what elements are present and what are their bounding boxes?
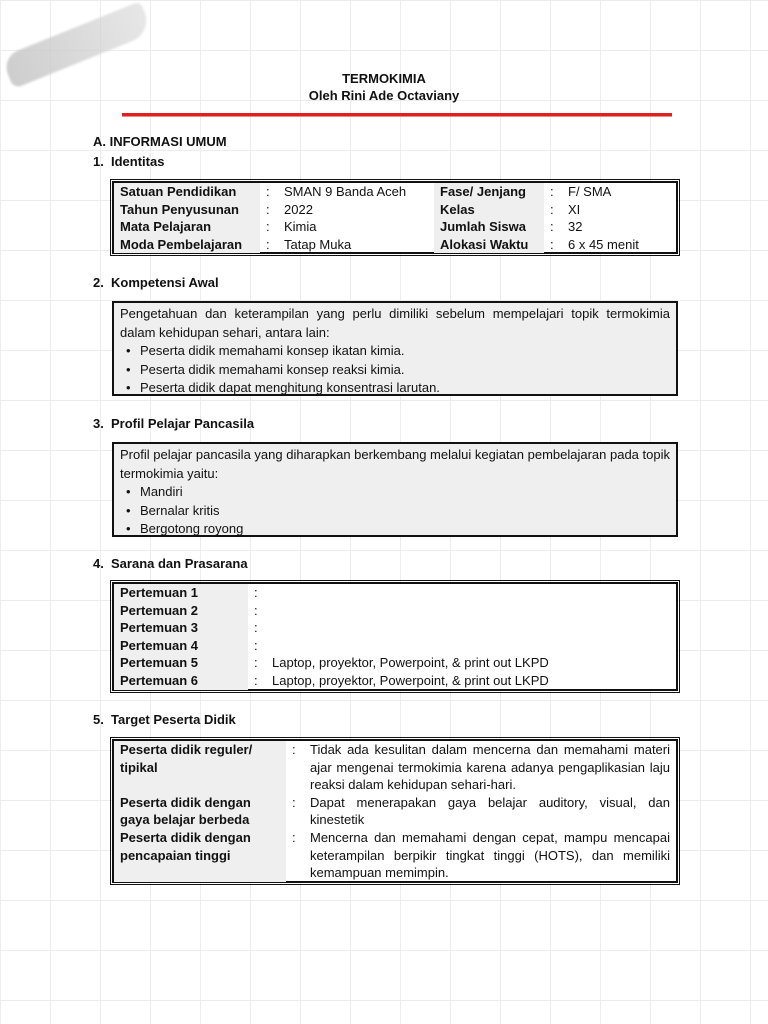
target-table (112, 739, 678, 883)
target-label: Peserta didik dengan pencapaian tinggi (114, 829, 286, 882)
target-value: Tidak ada kesulitan dalam mencerna dan memahami materi ajar mengenai termokimia karena adanya pengaplikasian laju reaksi dalam kehidupan sehari-hari. (310, 742, 670, 793)
profil-box (112, 442, 678, 537)
colon: : (550, 219, 554, 235)
colon: : (254, 585, 258, 600)
profil-intro: Profil pelajar pancasila yang diharapkan berkembang melalui kegiatan pembelajaran pada topik termokimia yaitu: (120, 447, 670, 481)
document-title: TERMOKIMIA (342, 71, 426, 86)
sarana-label: Pertemuan 1 (114, 584, 248, 602)
identitas-label: Kelas (434, 201, 544, 219)
bullet-item: • Bergotong royong (140, 520, 670, 539)
colon: : (292, 829, 296, 845)
colon: : (254, 672, 258, 688)
colon: : (550, 184, 554, 199)
sarana-label: Pertemuan 3 (114, 619, 248, 637)
target-row (114, 741, 676, 794)
identitas-label: Moda Pembelajaran (114, 236, 260, 254)
sarana-value (266, 619, 676, 637)
identitas-label: Satuan Pendidikan (114, 183, 260, 201)
sarana-value: Laptop, proyektor, Powerpoint, & print out LKPD (272, 672, 549, 688)
colon: : (550, 201, 554, 217)
colon: : (292, 742, 296, 757)
target-value: Mencerna dan memahami dengan cepat, mampu mencapai keterampilan berpikir tingkat tinggi (HOTS), dan memiliki kemampuan memimpin. (310, 829, 670, 881)
colon: : (266, 219, 270, 235)
sarana-row (114, 654, 676, 672)
sarana-label: Pertemuan 2 (114, 602, 248, 620)
sarana-label: Pertemuan 6 (114, 672, 248, 690)
target-value: Dapat menerapakan gaya belajar auditory, visual, dan kinestetik (310, 794, 670, 828)
identitas-value: 32 (568, 219, 583, 235)
sarana-row (114, 619, 676, 637)
colon: : (254, 620, 258, 636)
identitas-label: Mata Pelajaran (114, 218, 260, 236)
identitas-label: Jumlah Siswa (434, 218, 544, 236)
identitas-row (114, 201, 676, 219)
identitas-label: Alokasi Waktu (434, 236, 544, 254)
identitas-row (114, 218, 676, 236)
section-profil-heading: 3. Profil Pelajar Pancasila (93, 416, 255, 431)
sarana-table (112, 582, 678, 691)
bullet-item: • Bernalar kritis (140, 502, 670, 521)
colon: : (254, 655, 258, 671)
identitas-value: Tatap Muka (284, 236, 352, 252)
identitas-value: SMAN 9 Banda Aceh (284, 184, 407, 199)
identitas-value: F/ SMA (568, 184, 612, 199)
identitas-table (112, 181, 678, 254)
identitas-label: Fase/ Jenjang (434, 183, 544, 201)
section-sarana-heading: 4. Sarana dan Prasarana (93, 556, 248, 571)
sarana-value: Laptop, proyektor, Powerpoint, & print out LKPD (272, 655, 549, 671)
target-label: Peserta didik dengan gaya belajar berbeda (114, 794, 286, 829)
section-a-heading: A. INFORMASI UMUM (93, 134, 227, 149)
bullet-item: • Mandiri (140, 483, 670, 502)
sarana-row (114, 584, 676, 602)
colon: : (292, 794, 296, 810)
sarana-label: Pertemuan 5 (114, 654, 248, 672)
identitas-value: Kimia (284, 219, 317, 235)
sarana-value (266, 637, 676, 655)
sarana-row (114, 602, 676, 620)
identitas-value: XI (568, 201, 581, 217)
identitas-label: Tahun Penyusunan (114, 201, 260, 219)
target-label: Peserta didik reguler/ tipikal (114, 741, 286, 794)
colon: : (266, 201, 270, 217)
colon: : (266, 236, 270, 252)
identitas-row (114, 183, 676, 201)
colon: : (266, 184, 270, 199)
sarana-row (114, 672, 676, 690)
profil-list (120, 483, 670, 539)
target-row (114, 794, 676, 829)
sarana-row (114, 637, 676, 655)
kompetensi-box (112, 301, 678, 396)
colon: : (550, 236, 554, 252)
section-target-heading: 5. Target Peserta Didik (93, 712, 236, 727)
identitas-value: 6 x 45 menit (568, 236, 639, 252)
colon: : (254, 602, 258, 618)
kompetensi-list (120, 342, 670, 398)
bullet-item: • Peserta didik memahami konsep reaksi kimia. (140, 361, 670, 380)
section-kompetensi-heading: 2. Kompetensi Awal (93, 275, 219, 290)
identitas-value: 2022 (284, 201, 313, 217)
section-identitas-heading: 1. Identitas (93, 154, 165, 169)
bullet-item: • Peserta didik dapat menghitung konsentrasi larutan. (140, 379, 670, 398)
sarana-value (266, 584, 676, 602)
identitas-row (114, 236, 676, 254)
bullet-item: • Peserta didik memahami konsep ikatan kimia. (140, 342, 670, 361)
colon: : (254, 637, 258, 653)
kompetensi-intro: Pengetahuan dan keterampilan yang perlu dimiliki sebelum mempelajari topik termokimia dalam kehidupan sehari, antara lain: (120, 306, 670, 340)
document-author: Oleh Rini Ade Octaviany (308, 88, 460, 103)
target-row (114, 829, 676, 882)
sarana-value (266, 602, 676, 620)
title-underline (122, 113, 672, 117)
sarana-label: Pertemuan 4 (114, 637, 248, 655)
